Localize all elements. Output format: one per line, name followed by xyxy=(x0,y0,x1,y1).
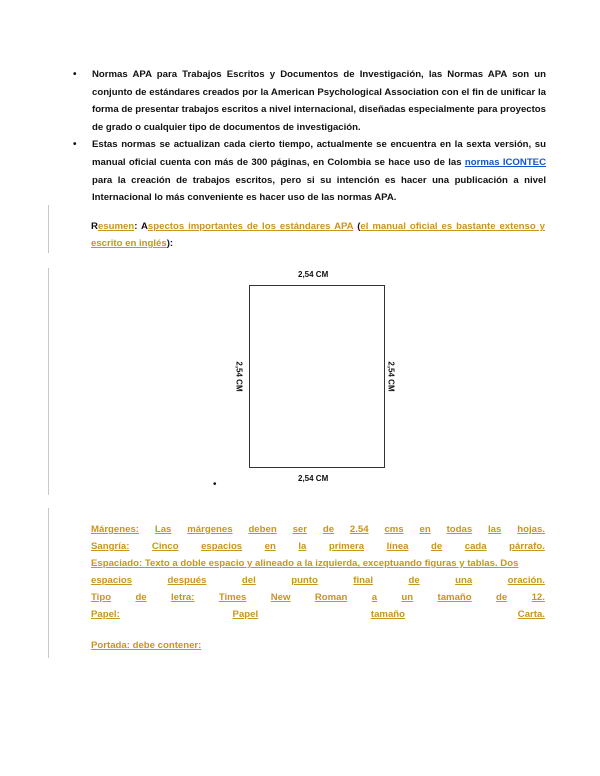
spec-word: Roman xyxy=(314,592,348,603)
spec-word: línea xyxy=(386,541,409,552)
spec-word: a xyxy=(371,592,378,603)
spec-spacing-text: Espaciado: Texto a doble espacio y alineado a la izquierda, exceptuando figuras y tablas. Dos xyxy=(91,558,519,569)
spec-word: de xyxy=(135,592,147,603)
margin-rule-1 xyxy=(48,205,49,253)
spec-word: New xyxy=(270,592,291,603)
spec-word: en xyxy=(264,541,276,552)
spec-margins xyxy=(91,521,545,538)
spec-word: Times xyxy=(218,592,247,603)
spec-word: de xyxy=(322,524,335,535)
summary-a: A xyxy=(140,221,148,232)
bullet-dot-icon: • xyxy=(73,139,77,151)
spec-word: párrafo. xyxy=(509,541,545,552)
summary-paren-close: ): xyxy=(166,238,174,249)
spec-word: Las xyxy=(154,524,172,535)
spec-word: la xyxy=(298,541,307,552)
spec-word: Carta. xyxy=(517,609,545,620)
spec-word: espacios xyxy=(201,541,243,552)
portada-heading: Portada: debe contener: xyxy=(91,640,202,651)
spec-word: de xyxy=(496,592,508,603)
spec-word: Papel: xyxy=(91,609,120,620)
margin-label-bottom: 2,54 CM xyxy=(298,474,329,483)
spec-word: tamaño xyxy=(370,609,406,620)
spec-word: de xyxy=(408,575,420,586)
spec-word: de xyxy=(431,541,443,552)
bullet-list xyxy=(70,66,546,207)
spec-word: letra: xyxy=(171,592,195,603)
spec-word: márgenes xyxy=(187,524,233,535)
bullet-item-2 xyxy=(70,136,546,206)
summary-paren-text: el manual oficial es bastante extenso y escrito en inglés xyxy=(91,221,545,249)
spec-word: deben xyxy=(248,524,277,535)
bullet-dot-icon: • xyxy=(73,69,77,80)
spec-word: 2.54 xyxy=(349,524,369,535)
summary-esumen: esumen xyxy=(97,221,135,232)
spec-word: una xyxy=(455,575,473,586)
spec-word: espacios xyxy=(91,575,133,586)
margin-label-right: 2,54 CM xyxy=(386,361,396,392)
spec-word: Tipo xyxy=(91,592,112,603)
spec-paper xyxy=(91,606,545,623)
spec-word: Márgenes: xyxy=(91,524,139,535)
bullet-item-1 xyxy=(70,66,546,136)
spec-word: hojas. xyxy=(517,524,545,535)
bullet-dot-icon: • xyxy=(213,479,217,490)
spec-word: un xyxy=(401,592,414,603)
spec-word: las xyxy=(488,524,502,535)
spec-spacing xyxy=(91,555,545,572)
bullet-text-1: Normas APA para Trabajos Escritos y Documentos de Investigación, las Normas APA son un conjunto de estándares creados por la American Psychological Association con el fin de unificar la forma de presentar trabajos escritos a nivel internacional, diseñadas especialmente para proyectos de grado o cualquier tipo de documentos de investigación. xyxy=(92,69,546,133)
spec-word: Papel xyxy=(232,609,259,620)
spec-word: cada xyxy=(464,541,487,552)
page-rectangle xyxy=(249,285,385,468)
spec-word: Cinco xyxy=(151,541,179,552)
summary-r: R xyxy=(91,221,98,232)
spec-spacing-cont xyxy=(91,572,545,589)
summary-rest: spectos importantes de los estándares APA xyxy=(147,221,354,232)
spec-word: del xyxy=(241,575,256,586)
margin-rule-3 xyxy=(48,508,49,658)
margin-label-top: 2,54 CM xyxy=(298,270,329,279)
icontec-link[interactable]: normas ICONTEC xyxy=(464,156,547,168)
spec-word: Sangría: xyxy=(91,541,130,552)
spec-indent xyxy=(91,538,545,555)
margin-rule-2 xyxy=(48,268,49,495)
spec-word: ser xyxy=(292,524,307,535)
specs-block xyxy=(91,521,545,623)
spec-word: tamaño xyxy=(437,592,472,603)
margin-diagram xyxy=(230,268,406,492)
spec-word: oración. xyxy=(507,575,545,586)
bullet-text-2a: Estas normas se actualizan cada cierto tiempo, actualmente se encuentra en la sexta versión, su manual oficial cuenta con más de 300 páginas, en Colombia se hace uso de las xyxy=(92,139,546,168)
summary-heading xyxy=(91,218,545,252)
spec-word: todas xyxy=(446,524,473,535)
summary-colon: : xyxy=(134,221,141,232)
spec-word: primera xyxy=(328,541,365,552)
spec-word: en xyxy=(419,524,431,535)
spec-word: 12. xyxy=(531,592,545,603)
bullet-text-2b: para la creación de trabajos escritos, pero si su intención es hacer una publicación a nivel Internacional lo más conveniente es hacer uso de las normas APA. xyxy=(92,174,546,204)
spec-word: cms xyxy=(384,524,404,535)
spec-word: después xyxy=(167,575,207,586)
spec-word: punto xyxy=(291,575,318,586)
spec-font xyxy=(91,589,545,606)
spec-word: final xyxy=(353,575,374,586)
summary-paren-open: ( xyxy=(357,221,361,232)
margin-label-left: 2,54 CM xyxy=(234,361,244,392)
